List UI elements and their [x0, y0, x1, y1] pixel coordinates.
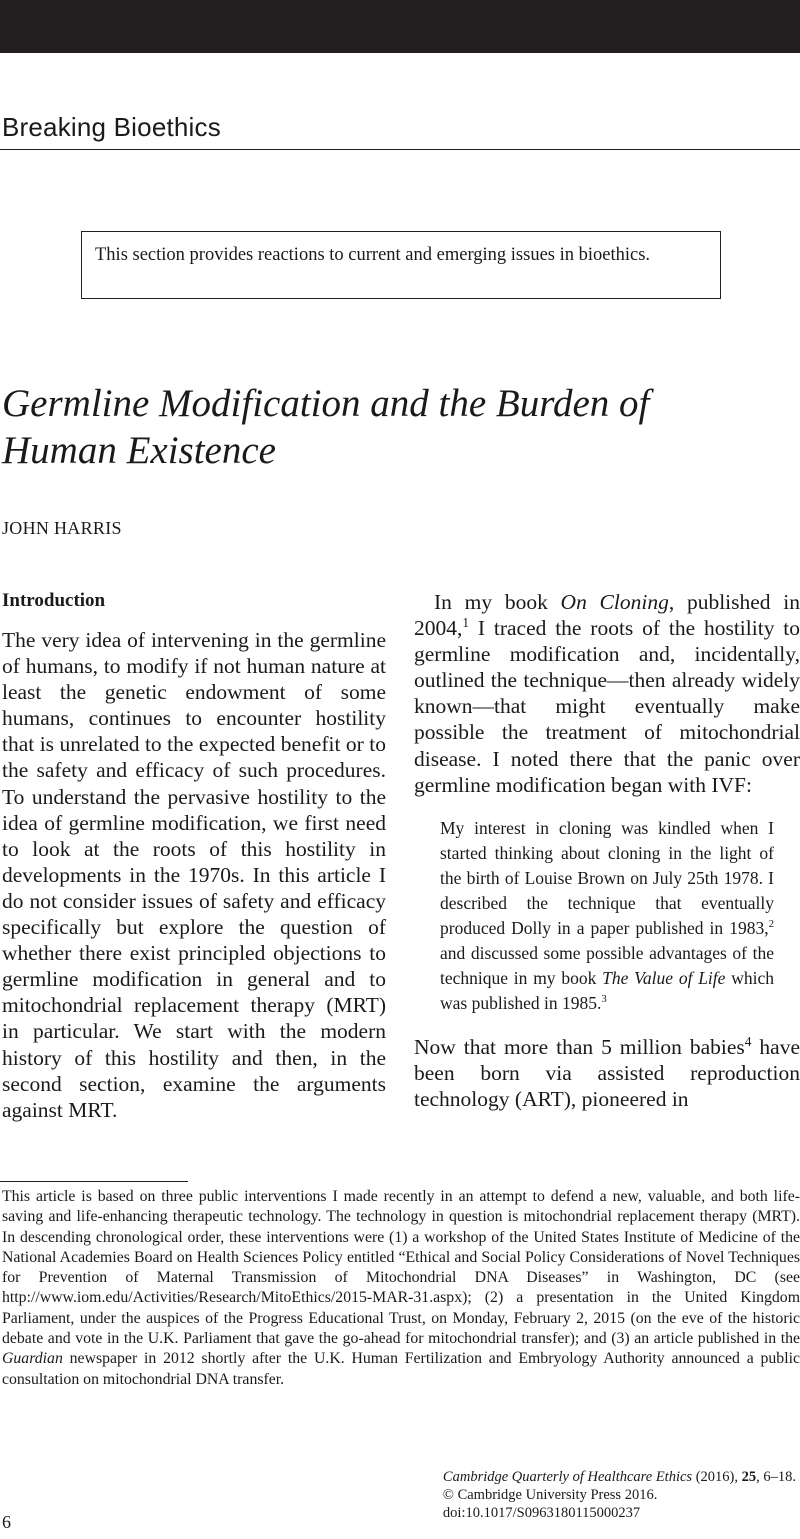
text-run: , published in 2004,: [414, 590, 800, 641]
journal-line: [443, 1468, 796, 1486]
journal-name: Cambridge Quarterly of Healthcare Ethics: [442, 1469, 693, 1485]
text-run: In my book: [434, 590, 561, 614]
text-run: My interest in cloning was kindled when I started thinking about cloning in the light of the birth of Louise Brown on July 25th 1978. I described the technique that eventually produced Dolly in a paper published in 1983,: [440, 817, 774, 938]
body-paragraph-2: [414, 1034, 800, 1112]
newspaper-name: Guardian: [2, 1350, 63, 1368]
book-title: The Value of Life: [602, 967, 726, 988]
text-run: Now that more than 5 million babies: [414, 1034, 745, 1059]
right-column: [414, 589, 800, 1112]
article-author: JOHN HARRIS: [2, 518, 122, 538]
footnote-ref[interactable]: 2: [768, 917, 774, 930]
text-run: have been born via assisted reproduction technology (ART), pioneered in: [414, 1034, 800, 1111]
article-title: Germline Modification and the Burden of Human Existence: [2, 382, 650, 472]
text-run: newspaper in 2012 shortly after the U.K. Human Fertilization and Embryology Authority announced a public consultation on mitochondrial DNA transfer.: [2, 1350, 800, 1388]
text-run: I traced the roots of the hostility to germline modification and, incidentally, outlined the technique—then already widely known—that might eventually make possible the treatment of mitochondrial disease. I noted there that the panic over germline modification began with IVF:: [414, 616, 800, 797]
footnote-ref[interactable]: 1: [462, 614, 470, 630]
body-paragraph-1: [414, 589, 800, 798]
footnote-ref[interactable]: 4: [744, 1033, 752, 1049]
copyright: © Cambridge University Press 2016.: [442, 1487, 658, 1503]
journal-citation: [443, 1468, 796, 1522]
footnote-ref[interactable]: 3: [601, 992, 607, 1005]
footnote: [2, 1187, 800, 1390]
section-heading-introduction: Introduction: [2, 590, 106, 611]
text-run: which was published in 1985.: [440, 967, 774, 1013]
journal-pages: , 6–18.: [756, 1469, 796, 1485]
text-run: This article is based on three public interventions I made recently in an attempt to defend a new, valuable, and both life-saving and life-enhancing therapeutic technology. The technology in question is mitochondrial replacement therapy (MRT). In descending chronological order, these interventions were (1) a workshop of the United States Institute of Medicine of the National Academies Board on Health Sciences Policy entitled “Ethical and Social Policy Considerations of Novel Techniques for Prevention of Maternal Transmission of Mitochondrial DNA Diseases” in Washington, DC (see http://www.iom.edu/Activities/Research/MitoEthics/2015-MAR-31.aspx); (2) a presentation in the United Kingdom Parliament, under the auspices of the Progress Educational Trust, on Monday, February 2, 2015 (on the eve of the historic debate and vote in the U.K. Parliament that gave the go-ahead for mitochondrial transfer); and (3) an article published in the: [2, 1188, 800, 1348]
intro-paragraph: The very idea of intervening in the germline of humans, to modify if not human nature at least the genetic endowment of some humans, continues to encounter hostility that is unrelated to the expected benefit or to the safety and efficacy of such procedures. To understand the pervasive hostility to the idea of germline modification, we first need to look at the roots of this hostility in developments in the 1970s. In this article I do not consider issues of safety and efficacy specifically but explore the question of whether there exist principled objections to germline modification in general and to mitochondrial replacement therapy (MRT) in particular. We start with the modern history of this hostility and then, in the second section, examine the arguments against MRT.: [2, 628, 386, 1122]
footnote-divider: [0, 1181, 188, 1182]
section-description-box: [81, 231, 721, 299]
top-bar: [0, 0, 800, 53]
page-number: 6: [2, 1512, 11, 1532]
journal-year: (2016),: [692, 1469, 742, 1485]
book-title: On Cloning: [560, 590, 669, 614]
section-description: This section provides reactions to current and emerging issues in bioethics.: [95, 245, 651, 265]
section-title: Breaking Bioethics: [2, 112, 221, 142]
doi[interactable]: doi:10.1017/S0963180115000237: [442, 1505, 641, 1521]
section-divider: [0, 149, 800, 150]
text-run: and discussed some possible advantages of the technique in my book: [440, 942, 774, 988]
block-quote: [440, 816, 774, 1016]
journal-volume: 25: [741, 1469, 757, 1485]
left-column: [2, 586, 386, 1123]
